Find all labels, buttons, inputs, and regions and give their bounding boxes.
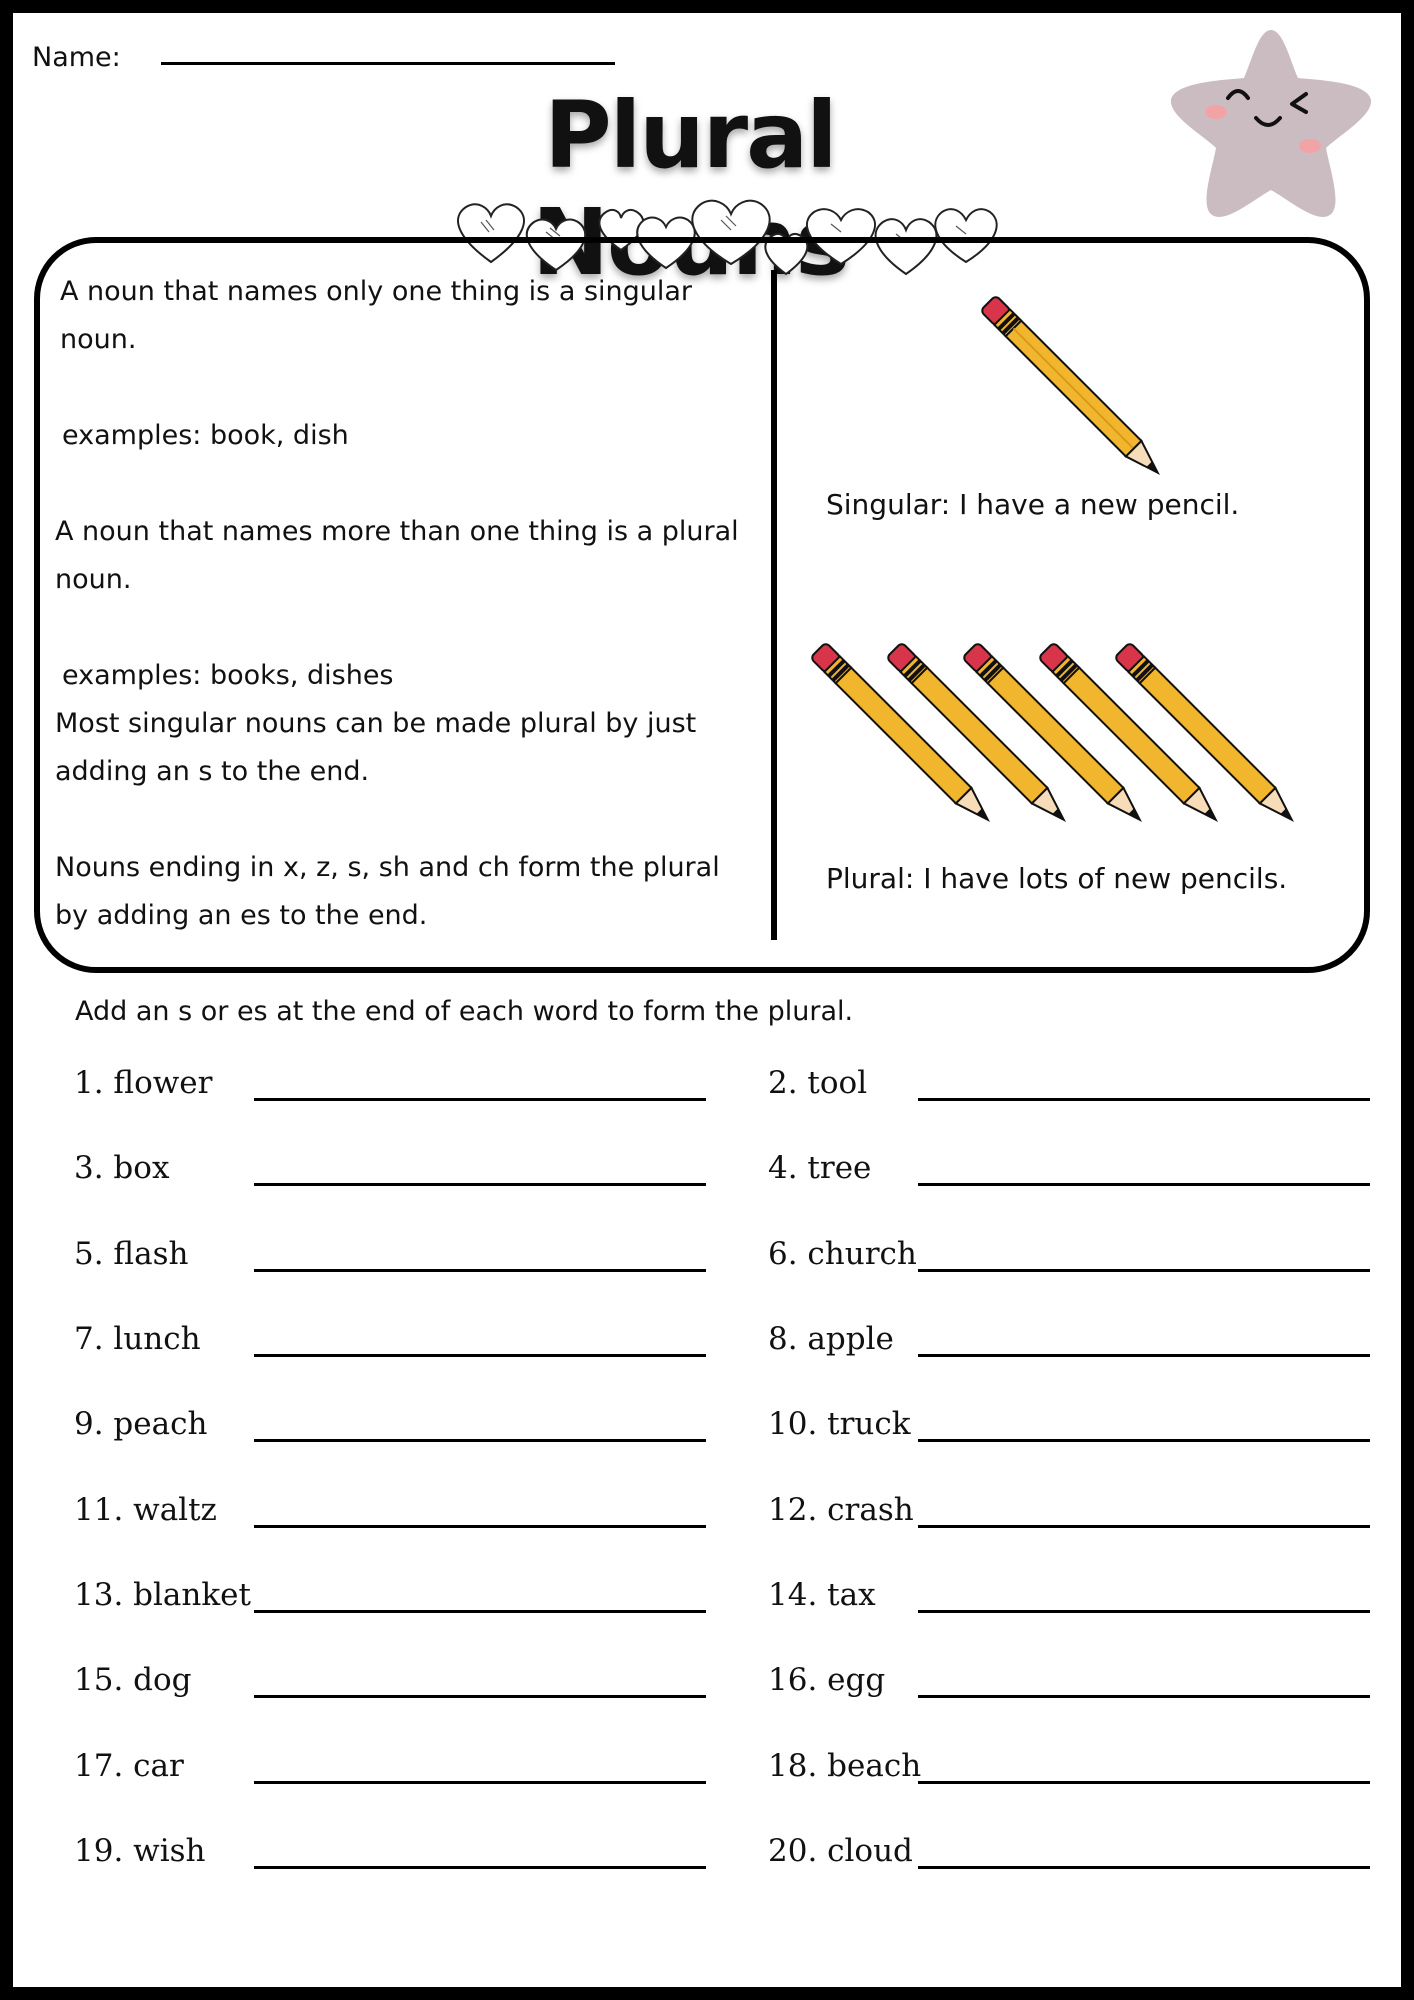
five-pencils-icon xyxy=(800,632,1310,832)
rule-singular: A noun that names only one thing is a singular noun. xyxy=(60,276,693,355)
rule-plural: A noun that names more than one thing is a plural noun. xyxy=(55,516,739,595)
exercise-item-word: 11. waltz xyxy=(74,1492,217,1528)
exercise-item-word: 10. truck xyxy=(768,1406,911,1442)
exercise-answer-line[interactable] xyxy=(254,1610,706,1613)
exercise-item-word: 15. dog xyxy=(74,1662,192,1698)
exercise-item-word: 12. crash xyxy=(768,1492,914,1528)
name-label: Name: xyxy=(32,42,121,73)
exercise-answer-line[interactable] xyxy=(254,1781,706,1784)
exercise-item-word: 16. egg xyxy=(768,1662,886,1698)
exercise-item-word: 3. box xyxy=(74,1150,170,1186)
smiling-star-icon xyxy=(1168,20,1374,226)
exercise-answer-line[interactable] xyxy=(254,1183,706,1186)
exercise-answer-line[interactable] xyxy=(918,1269,1370,1272)
exercise-answer-line[interactable] xyxy=(918,1525,1370,1528)
exercise-answer-line[interactable] xyxy=(254,1525,706,1528)
exercise-item-word: 9. peach xyxy=(74,1406,208,1442)
exercise-answer-line[interactable] xyxy=(918,1439,1370,1442)
plural-example-caption: Plural: I have lots of new pencils. xyxy=(826,862,1288,895)
exercise-answer-line[interactable] xyxy=(918,1695,1370,1698)
exercise-item-word: 17. car xyxy=(74,1748,184,1784)
page-title: Plural xyxy=(544,82,836,189)
single-pencil-icon xyxy=(970,285,1170,480)
exercise-answer-line[interactable] xyxy=(918,1866,1370,1869)
exercise-item-word: 1. flower xyxy=(74,1065,213,1101)
rule-plural-examples: examples: books, dishes xyxy=(62,660,394,691)
rules-divider xyxy=(771,270,777,940)
exercise-answer-line[interactable] xyxy=(918,1781,1370,1784)
rule-add-es: Nouns ending in x, z, s, sh and ch form the plural by adding an es to the end. xyxy=(55,852,720,931)
exercise-instructions: Add an s or es at the end of each word to form the plural. xyxy=(75,996,854,1027)
name-field-line[interactable] xyxy=(161,62,615,65)
exercise-item-word: 4. tree xyxy=(768,1150,872,1186)
singular-example-caption: Singular: I have a new pencil. xyxy=(826,488,1240,521)
exercise-answer-line[interactable] xyxy=(254,1439,706,1442)
exercise-item-word: 13. blanket xyxy=(74,1577,251,1613)
exercise-item-word: 8. apple xyxy=(768,1321,894,1357)
exercise-answer-line[interactable] xyxy=(918,1354,1370,1357)
exercise-answer-line[interactable] xyxy=(918,1098,1370,1101)
exercise-answer-line[interactable] xyxy=(918,1183,1370,1186)
exercise-answer-line[interactable] xyxy=(918,1610,1370,1613)
exercise-answer-line[interactable] xyxy=(254,1269,706,1272)
exercise-item-word: 18. beach xyxy=(768,1748,922,1784)
rule-add-s: Most singular nouns can be made plural by just adding an s to the end. xyxy=(55,708,697,787)
exercise-item-word: 6. church xyxy=(768,1236,917,1272)
exercise-item-word: 2. tool xyxy=(768,1065,868,1101)
rule-singular-examples: examples: book, dish xyxy=(62,420,349,451)
exercise-answer-line[interactable] xyxy=(254,1098,706,1101)
exercise-item-word: 5. flash xyxy=(74,1236,189,1272)
exercise-item-word: 19. wish xyxy=(74,1833,206,1869)
exercise-item-word: 14. tax xyxy=(768,1577,876,1613)
exercise-answer-line[interactable] xyxy=(254,1695,706,1698)
exercise-answer-line[interactable] xyxy=(254,1866,706,1869)
exercise-item-word: 7. lunch xyxy=(74,1321,201,1357)
exercise-answer-line[interactable] xyxy=(254,1354,706,1357)
exercise-item-word: 20. cloud xyxy=(768,1833,913,1869)
